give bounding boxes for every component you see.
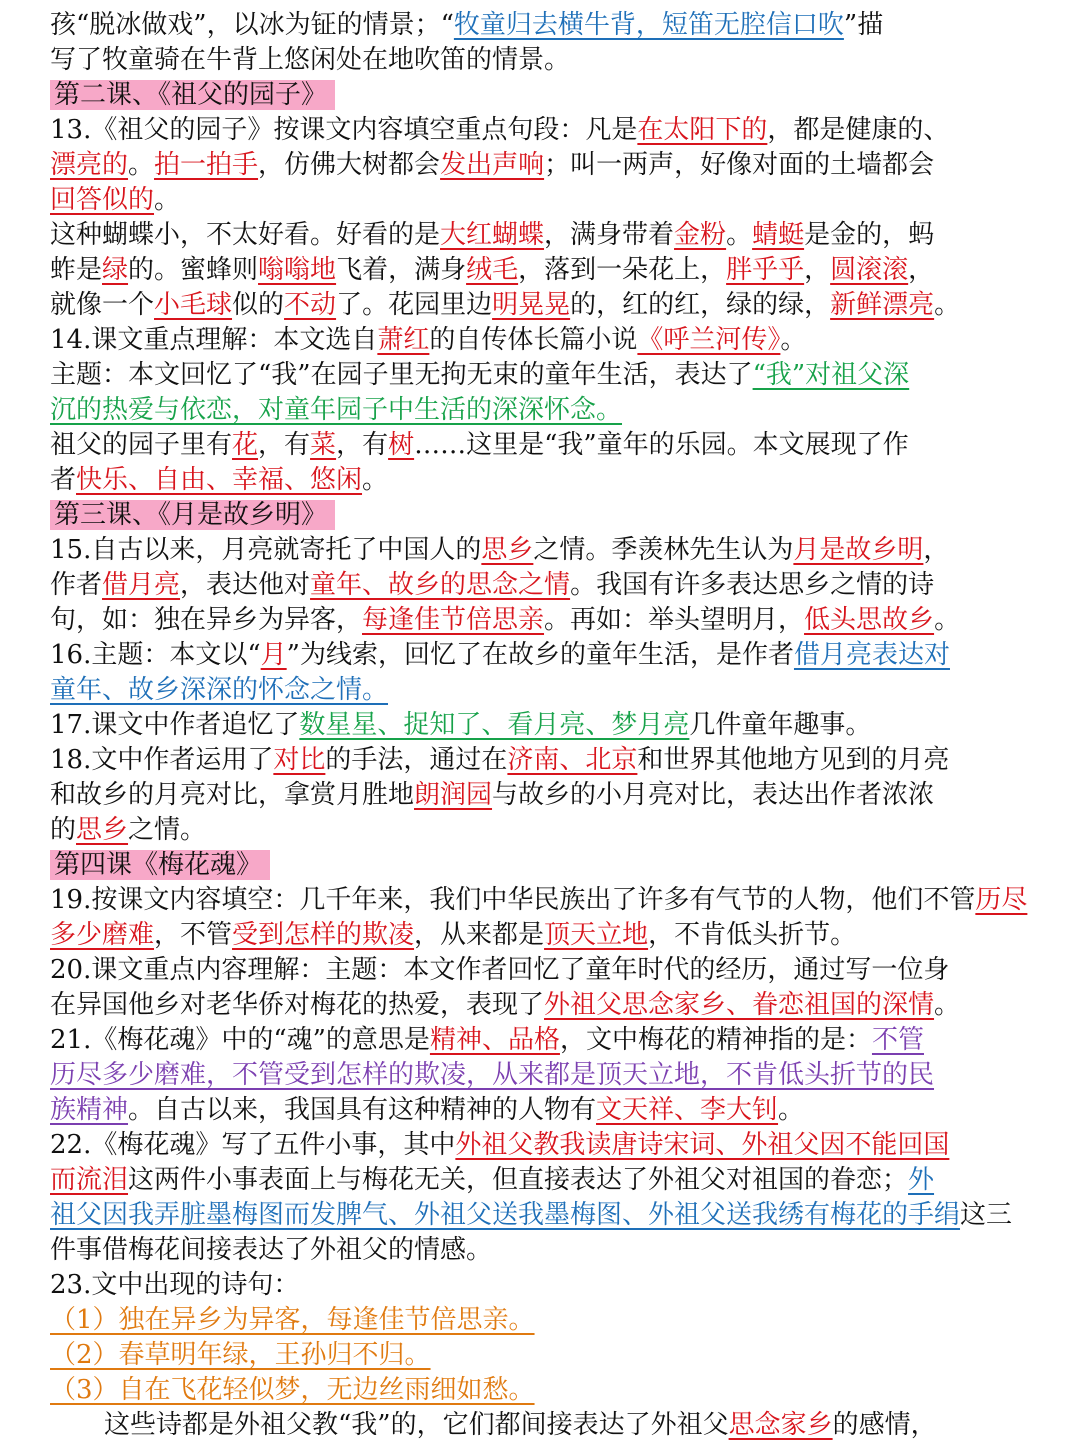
answer-text: 回答似的 xyxy=(50,185,155,215)
body-text: ，不肯低头折节。 xyxy=(648,920,857,950)
body-text: 就像一个 xyxy=(50,290,155,320)
text-line xyxy=(104,1408,937,1442)
answer-text: 不动 xyxy=(284,290,337,320)
answer-text: 发出声响 xyxy=(440,150,545,180)
body-text: 者 xyxy=(50,465,77,495)
text-line xyxy=(50,1303,535,1337)
answer-text: 祖父因我弄脏墨梅图而发脾气、外祖父送我墨梅图、外祖父送我绣有梅花的手绢 xyxy=(50,1200,961,1230)
answer-text: 每逢佳节倍思亲 xyxy=(362,605,545,635)
section-heading-highlight xyxy=(50,80,335,110)
text-line xyxy=(50,183,180,217)
answer-text: 月 xyxy=(260,640,287,670)
answer-text: 圆滚滚 xyxy=(830,255,909,285)
text-line xyxy=(50,1163,934,1197)
answer-text: 小毛球 xyxy=(154,290,233,320)
body-text: ， xyxy=(804,255,831,285)
body-text: 的。蜜蜂则 xyxy=(128,255,259,285)
body-text: 的手法，通过在 xyxy=(325,745,508,775)
body-text: ， xyxy=(923,535,950,565)
body-text: ，有 xyxy=(336,430,389,460)
answer-text: 低头思故乡 xyxy=(804,605,935,635)
answer-text: 外祖父思念家乡、眷恋祖国的深情 xyxy=(544,990,935,1020)
section-heading xyxy=(50,78,335,112)
text-line xyxy=(50,463,388,497)
answer-text: 精神、品格 xyxy=(429,1025,560,1055)
body-text: 这些诗都是外祖父教“我”的，它们都间接表达了外祖父 xyxy=(104,1410,729,1440)
answer-text: 沉的热爱与依恋，对童年园子中生活的深深怀念。 xyxy=(50,395,623,425)
text-line xyxy=(50,1023,924,1057)
answer-text: 月是故乡明 xyxy=(793,535,924,565)
body-text: ”描 xyxy=(843,10,884,40)
text-line xyxy=(50,393,622,427)
text-line xyxy=(50,428,909,462)
text-line xyxy=(50,988,960,1022)
answer-text: （2）春草明年绿，王孙归不归。 xyxy=(50,1340,431,1370)
body-text: 写了牧童骑在牛背上悠闲处在地吹笛的情景。 xyxy=(50,45,571,75)
body-text: 句，如：独在异乡为异客， xyxy=(50,605,363,635)
text-line xyxy=(50,253,934,287)
body-text: ， xyxy=(908,255,935,285)
body-text: 之情。 xyxy=(128,815,207,845)
body-text: 。 xyxy=(778,1095,805,1125)
answer-text: 历尽多少磨难，不管受到怎样的欺凌，从来都是顶天立地，不肯低头折节的民 xyxy=(50,1060,935,1090)
body-text: 13.《祖父的园子》按课文内容填空重点句段：凡是 xyxy=(50,115,638,145)
answer-text: 童年、故乡深深的怀念之情。 xyxy=(50,675,389,705)
body-text: 14.课文重点理解：本文选自 xyxy=(50,325,378,355)
text-line xyxy=(50,113,949,147)
body-text: 在异国他乡对老华侨对梅花的热爱，表现了 xyxy=(50,990,545,1020)
body-text: 飞着，满身 xyxy=(336,255,467,285)
answer-text: 数星星、捉知了、看月亮、梦月亮 xyxy=(299,710,690,740)
answer-text: 借月亮 xyxy=(102,570,181,600)
body-text: 第四课《梅花魂》 xyxy=(54,850,263,880)
body-text: 。 xyxy=(726,220,753,250)
answer-text: 漂亮的 xyxy=(50,150,129,180)
answer-text: 而流泪 xyxy=(50,1165,129,1195)
body-text: 的感情， xyxy=(832,1410,937,1440)
body-text: ，有 xyxy=(258,430,311,460)
body-text: 。 xyxy=(154,185,181,215)
answer-text: 蜻蜓 xyxy=(752,220,805,250)
text-line xyxy=(50,603,960,637)
text-line xyxy=(50,1198,1012,1232)
body-text: 。 xyxy=(934,605,961,635)
answer-text: 树 xyxy=(388,430,415,460)
body-text: 15.自古以来，月亮就寄托了中国人的 xyxy=(50,535,482,565)
answer-text: 思乡 xyxy=(481,535,534,565)
answer-text: 嗡嗡地 xyxy=(258,255,337,285)
answer-text: 牧童归去横牛背，短笛无腔信口吹 xyxy=(453,10,844,40)
answer-text: （1）独在异乡为异客，每逢佳节倍思亲。 xyxy=(50,1305,535,1335)
answer-text: 朗润园 xyxy=(414,780,493,810)
answer-text: 拍一拍手 xyxy=(154,150,259,180)
body-text: 的 xyxy=(50,815,77,845)
text-line xyxy=(50,1338,431,1372)
body-text: ，表达他对 xyxy=(180,570,311,600)
answer-text: 济南、北京 xyxy=(507,745,638,775)
body-text: 23.文中出现的诗句： xyxy=(50,1270,300,1300)
text-line xyxy=(50,708,871,742)
body-text: ，满身带着 xyxy=(544,220,675,250)
section-heading-highlight xyxy=(50,850,270,880)
body-text: 16.主题：本文以“ xyxy=(50,640,261,670)
body-text: 17.课文中作者追忆了 xyxy=(50,710,300,740)
body-text: 作者 xyxy=(50,570,103,600)
body-text: 。 xyxy=(362,465,389,495)
answer-text: 菜 xyxy=(310,430,337,460)
text-line xyxy=(50,813,206,847)
answer-text: 文天祥、李大钊 xyxy=(596,1095,779,1125)
answer-text: 《呼兰河传》 xyxy=(637,325,781,355)
body-text: 和世界其他地方见到的月亮 xyxy=(637,745,950,775)
body-text: 。 xyxy=(780,325,807,355)
answer-text: 思念家乡 xyxy=(728,1410,833,1440)
answer-text: 对比 xyxy=(273,745,326,775)
answer-text: 思乡 xyxy=(76,815,129,845)
body-text: 了。花园里边 xyxy=(336,290,493,320)
body-text: ，从来都是 xyxy=(414,920,545,950)
body-text: 的，红的红，绿的绿， xyxy=(570,290,831,320)
text-line xyxy=(50,288,960,322)
body-text: 的自传体长篇小说 xyxy=(429,325,638,355)
answer-text: 花 xyxy=(232,430,259,460)
answer-text: 族精神 xyxy=(50,1095,129,1125)
answer-text: 快乐、自由、幸福、悠闲 xyxy=(76,465,363,495)
body-text: 21.《梅花魂》中的“魂”的意思是 xyxy=(50,1025,430,1055)
body-text: ；叫一两声，好像对面的土墙都会 xyxy=(544,150,935,180)
text-line xyxy=(50,673,388,707)
answer-text: （3）自在飞花轻似梦，无边丝雨细如愁。 xyxy=(50,1375,535,1405)
text-line xyxy=(50,918,856,952)
body-text: 。再如：举头望明月， xyxy=(544,605,805,635)
body-text: ，仿佛大树都会 xyxy=(258,150,441,180)
answer-text: 绒毛 xyxy=(466,255,519,285)
text-line xyxy=(50,148,934,182)
answer-text: 外 xyxy=(908,1165,935,1195)
body-text: 。我国有许多表达思乡之情的诗 xyxy=(570,570,935,600)
answer-text: 新鲜漂亮 xyxy=(830,290,935,320)
body-text: 这种蝴蝶小，不太好看。好看的是 xyxy=(50,220,441,250)
text-line xyxy=(50,323,806,357)
body-text: ，都是健康的、 xyxy=(767,115,950,145)
body-text: 。自古以来，我国具有这种精神的人物有 xyxy=(128,1095,597,1125)
answer-text: 外祖父教我读唐诗宋词、外祖父因不能回国 xyxy=(455,1130,950,1160)
body-text: 之情。季羡林先生认为 xyxy=(533,535,794,565)
body-text: 。 xyxy=(934,990,961,1020)
text-line xyxy=(50,1268,299,1302)
body-text: 。 xyxy=(128,150,155,180)
section-heading xyxy=(50,498,335,532)
answer-text: 不管 xyxy=(871,1025,924,1055)
body-text: 18.文中作者运用了 xyxy=(50,745,274,775)
body-text: 20.课文重点内容理解：主题：本文作者回忆了童年时代的经历，通过写一位身 xyxy=(50,955,950,985)
answer-text: 在太阳下的 xyxy=(637,115,768,145)
body-text: 第三课、《月是故乡明》 xyxy=(54,500,328,530)
body-text: 这两件小事表面上与梅花无关，但直接表达了外祖父对祖国的眷恋； xyxy=(128,1165,909,1195)
section-heading-highlight xyxy=(50,500,335,530)
body-text: ……这里是“我”童年的乐园。本文展现了作 xyxy=(414,430,909,460)
text-line xyxy=(50,1373,535,1407)
text-line xyxy=(50,883,1027,917)
section-heading xyxy=(50,848,270,882)
body-text: 蚱是 xyxy=(50,255,103,285)
body-text: ，不管 xyxy=(154,920,233,950)
body-text: 似的 xyxy=(232,290,285,320)
answer-text: 绿 xyxy=(102,255,129,285)
text-line xyxy=(50,638,950,672)
answer-text: 金粉 xyxy=(674,220,727,250)
text-line xyxy=(50,778,934,812)
answer-text: 明晃晃 xyxy=(492,290,571,320)
body-text: 22.《梅花魂》写了五件小事，其中 xyxy=(50,1130,456,1160)
text-line xyxy=(50,743,949,777)
answer-text: “我”对祖父深 xyxy=(752,360,910,390)
body-text: 和故乡的月亮对比，拿赏月胜地 xyxy=(50,780,415,810)
body-text: 第二课、《祖父的园子》 xyxy=(54,80,328,110)
text-line xyxy=(50,358,909,392)
body-text: 孩“脱冰做戏”，以冰为钲的情景；“ xyxy=(50,10,454,40)
body-text: 这三 xyxy=(960,1200,1013,1230)
answer-text: 借月亮表达对 xyxy=(793,640,950,670)
answer-text: 萧红 xyxy=(377,325,430,355)
body-text: 与故乡的小月亮对比，表达出作者浓浓 xyxy=(492,780,935,810)
answer-text: 顶天立地 xyxy=(544,920,649,950)
body-text: 是金的，蚂 xyxy=(804,220,935,250)
answer-text: 大红蝴蝶 xyxy=(440,220,545,250)
text-line xyxy=(50,1128,949,1162)
answer-text: 多少磨难 xyxy=(50,920,155,950)
text-line xyxy=(50,8,883,42)
answer-text: 历尽 xyxy=(975,885,1028,915)
text-line xyxy=(50,533,949,567)
text-line xyxy=(50,218,934,252)
body-text: ，文中梅花的精神指的是： xyxy=(559,1025,872,1055)
text-line xyxy=(50,1058,934,1092)
body-text: 祖父的园子里有 xyxy=(50,430,233,460)
text-line xyxy=(50,43,570,77)
body-text: 件事借梅花间接表达了外祖父的情感。 xyxy=(50,1235,493,1265)
body-text: ，落到一朵花上， xyxy=(518,255,727,285)
body-text: 几件童年趣事。 xyxy=(689,710,872,740)
body-text: 19.按课文内容填空：几千年来，我们中华民族出了许多有气节的人物，他们不管 xyxy=(50,885,976,915)
text-line xyxy=(50,568,934,602)
answer-text: 童年、故乡的思念之情 xyxy=(310,570,571,600)
text-line xyxy=(50,953,949,987)
text-line xyxy=(50,1233,492,1267)
answer-text: 受到怎样的欺凌 xyxy=(232,920,415,950)
body-text: ”为线索，回忆了在故乡的童年生活，是作者 xyxy=(286,640,794,670)
body-text: 。 xyxy=(934,290,961,320)
text-line xyxy=(50,1093,804,1127)
answer-text: 胖乎乎 xyxy=(726,255,805,285)
body-text: 主题：本文回忆了“我”在园子里无拘无束的童年生活，表达了 xyxy=(50,360,753,390)
